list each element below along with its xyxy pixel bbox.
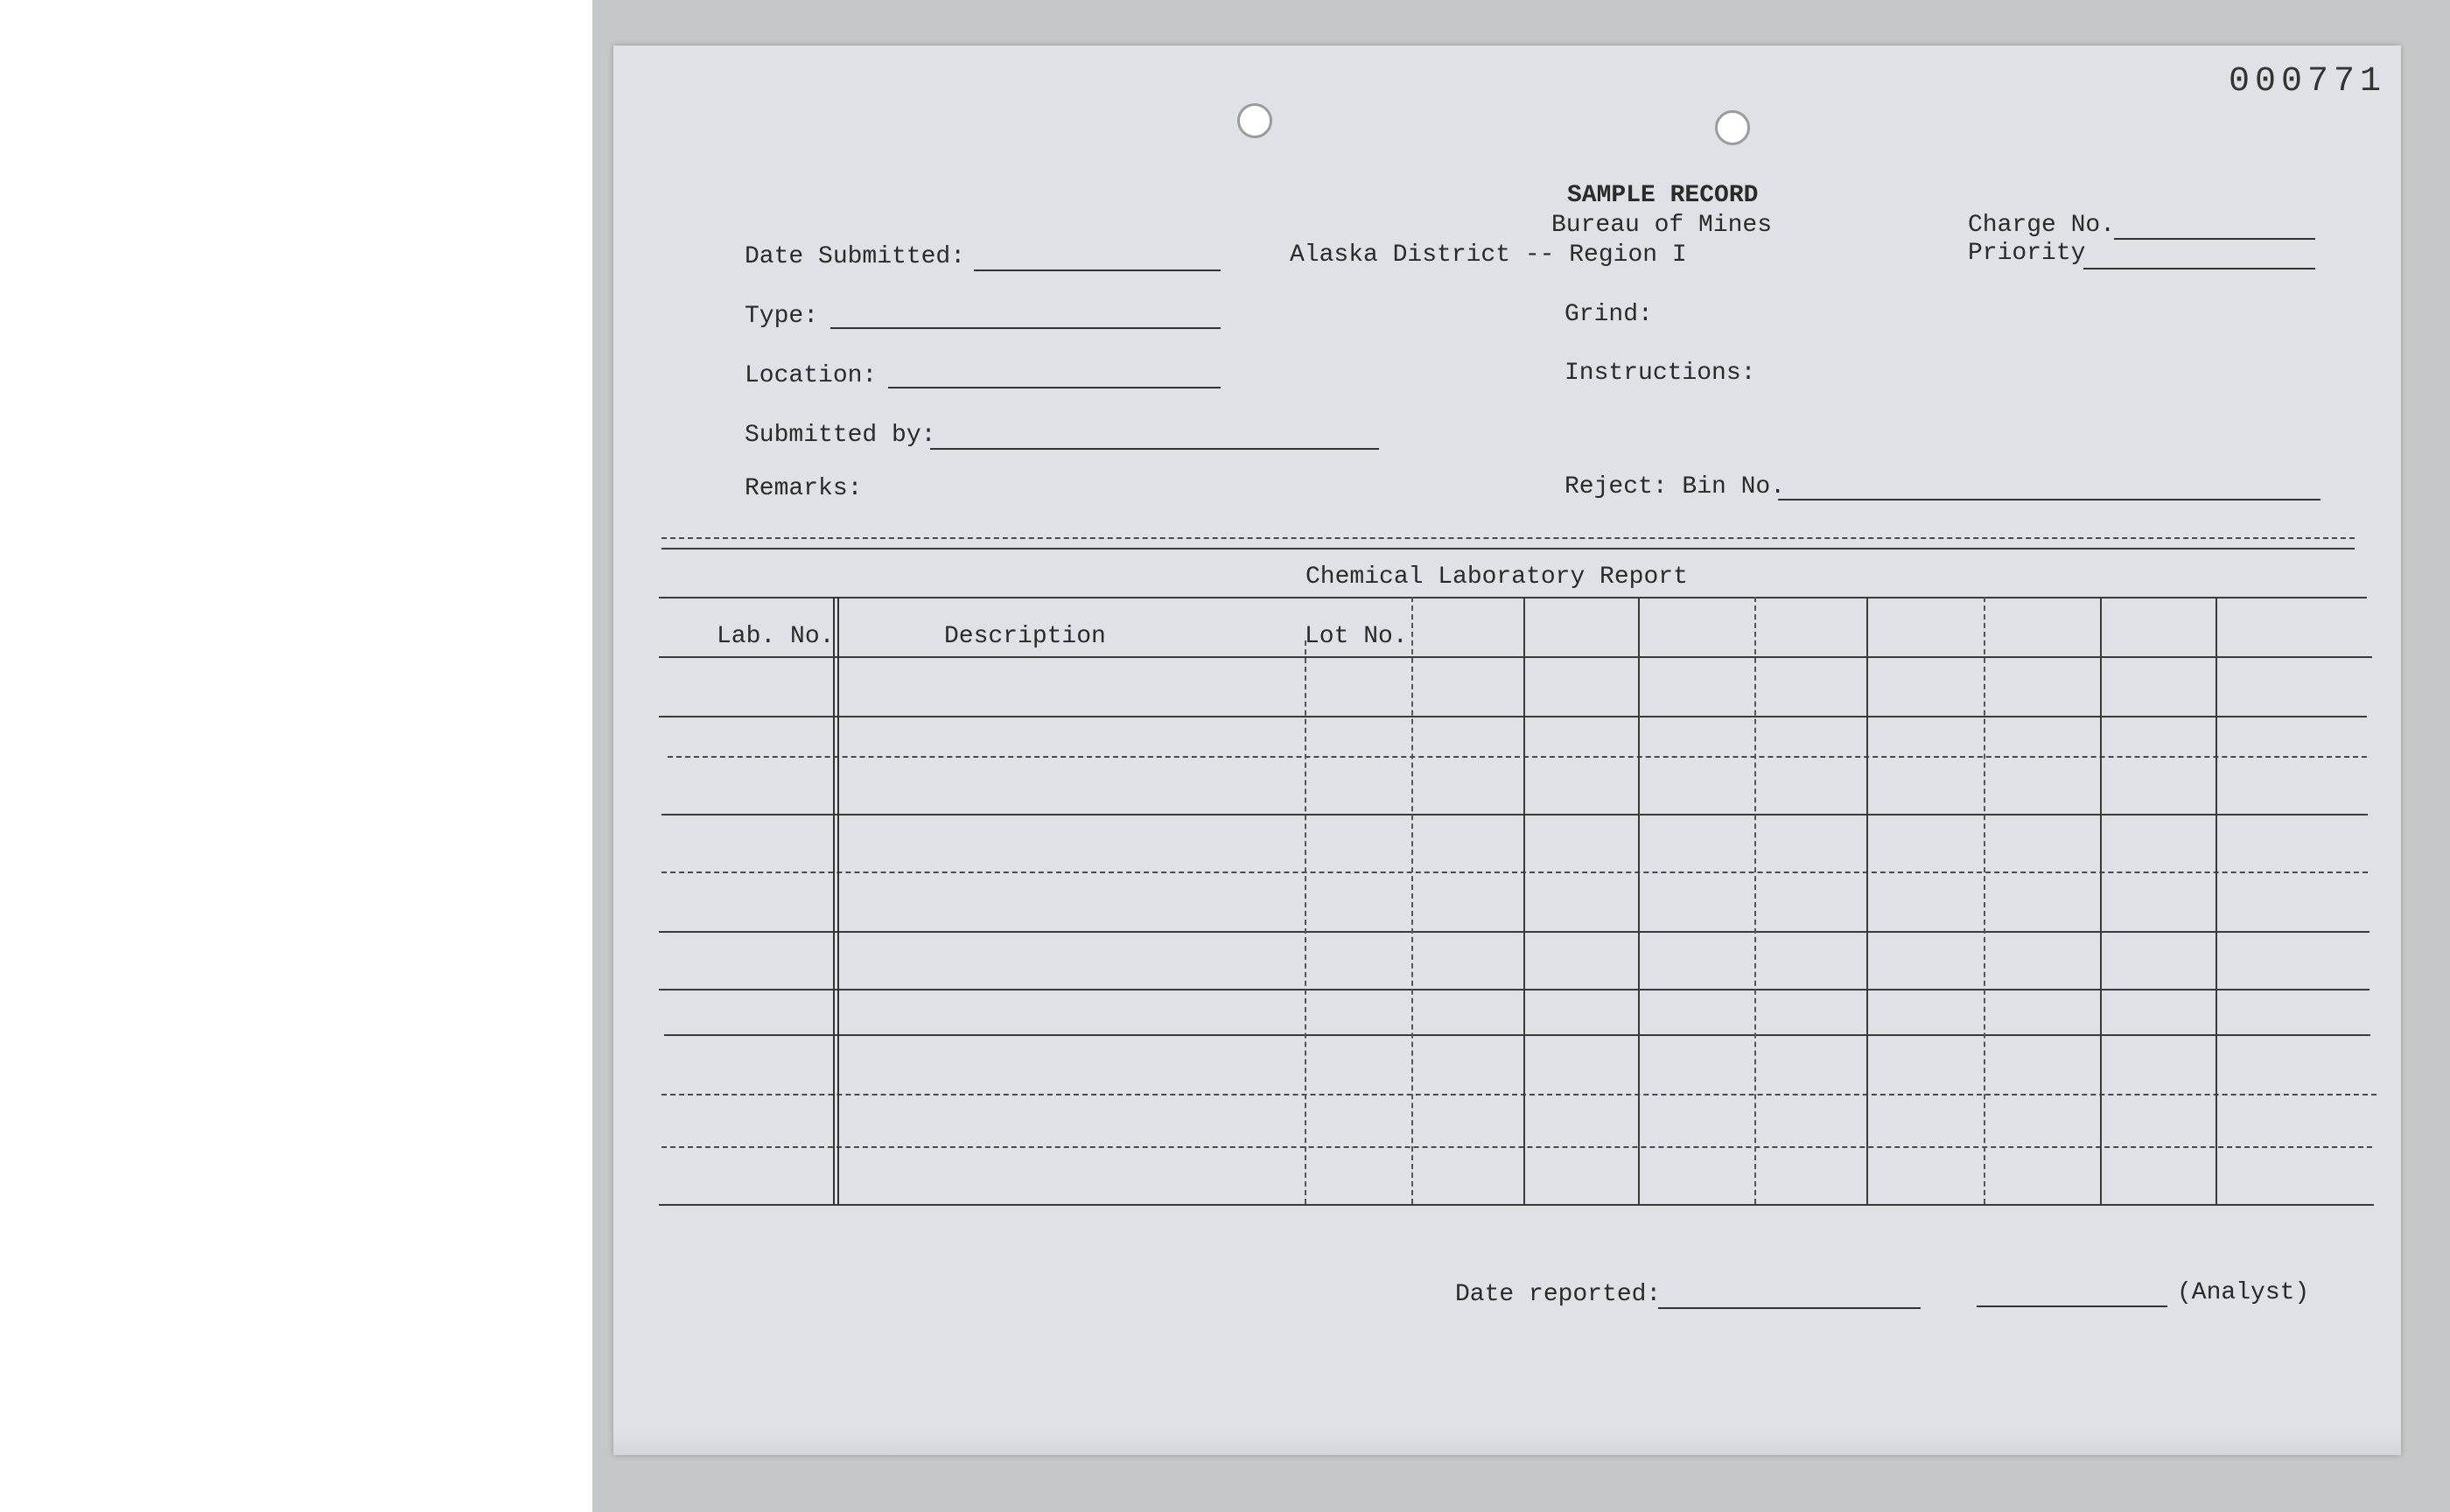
charge-no-field[interactable] bbox=[2114, 238, 2315, 240]
sample-record-form bbox=[613, 46, 2401, 1455]
charge-no-label: Charge No. bbox=[1968, 212, 2116, 239]
table-row-rule bbox=[662, 872, 2368, 873]
submitted-by-field[interactable] bbox=[930, 448, 1379, 450]
analyst-field[interactable] bbox=[1977, 1306, 2167, 1307]
analyst-label: (Analyst) bbox=[2177, 1279, 2310, 1306]
date-submitted-field[interactable] bbox=[974, 270, 1221, 271]
submitted-by-label: Submitted by: bbox=[745, 422, 936, 449]
location-field[interactable] bbox=[888, 387, 1221, 388]
column-divider bbox=[1984, 597, 1985, 1204]
column-header-lot-no: Lot No. bbox=[1305, 623, 1408, 650]
reject-bin-label: Reject: Bin No. bbox=[1564, 473, 1786, 500]
remarks-label: Remarks: bbox=[745, 475, 863, 502]
agency-name: Bureau of Mines bbox=[1551, 212, 1773, 239]
date-submitted-label: Date Submitted: bbox=[745, 243, 966, 270]
column-divider bbox=[1866, 597, 1868, 1204]
punch-hole-left bbox=[1237, 103, 1272, 138]
separator-solid bbox=[662, 548, 2355, 550]
table-header-rule bbox=[659, 656, 2372, 658]
reject-bin-field[interactable] bbox=[1778, 499, 2320, 500]
type-field[interactable] bbox=[830, 327, 1221, 329]
punch-hole-right bbox=[1715, 110, 1750, 145]
location-label: Location: bbox=[745, 362, 878, 389]
column-header-description: Description bbox=[944, 623, 1106, 650]
instructions-label: Instructions: bbox=[1564, 360, 1756, 387]
table-row-rule bbox=[662, 1146, 2372, 1148]
column-divider bbox=[1638, 597, 1640, 1204]
table-row-rule bbox=[664, 1034, 2370, 1036]
priority-label: Priority bbox=[1968, 240, 2086, 267]
form-title: SAMPLE RECORD bbox=[1567, 182, 1759, 209]
type-label: Type: bbox=[745, 303, 819, 330]
table-bottom-rule bbox=[659, 1204, 2374, 1206]
separator-dashed bbox=[662, 537, 2355, 539]
table-row-rule bbox=[662, 1094, 2376, 1096]
table-row-rule bbox=[668, 756, 2367, 758]
priority-field[interactable] bbox=[2083, 268, 2315, 270]
serial-number: 000771 bbox=[2229, 62, 2387, 102]
district-name: Alaska District -- Region I bbox=[1290, 242, 1687, 269]
grind-label: Grind: bbox=[1564, 301, 1653, 328]
column-divider-lab-no bbox=[833, 597, 839, 1204]
table-row-rule bbox=[659, 931, 2370, 933]
table-row-rule bbox=[659, 716, 2367, 718]
column-divider bbox=[1523, 597, 1525, 1204]
column-divider bbox=[2216, 597, 2217, 1204]
column-divider bbox=[2100, 597, 2102, 1204]
column-divider bbox=[1754, 597, 1756, 1204]
date-reported-label: Date reported: bbox=[1455, 1281, 1662, 1308]
table-top-rule bbox=[659, 597, 2367, 598]
date-reported-field[interactable] bbox=[1658, 1307, 1921, 1309]
column-divider-description bbox=[1305, 640, 1306, 1204]
report-title: Chemical Laboratory Report bbox=[1306, 564, 1688, 591]
table-row-rule bbox=[662, 814, 2368, 816]
column-header-lab-no: Lab. No. bbox=[717, 623, 835, 650]
table-row-rule bbox=[659, 989, 2370, 990]
column-divider-lot-no bbox=[1411, 597, 1413, 1204]
